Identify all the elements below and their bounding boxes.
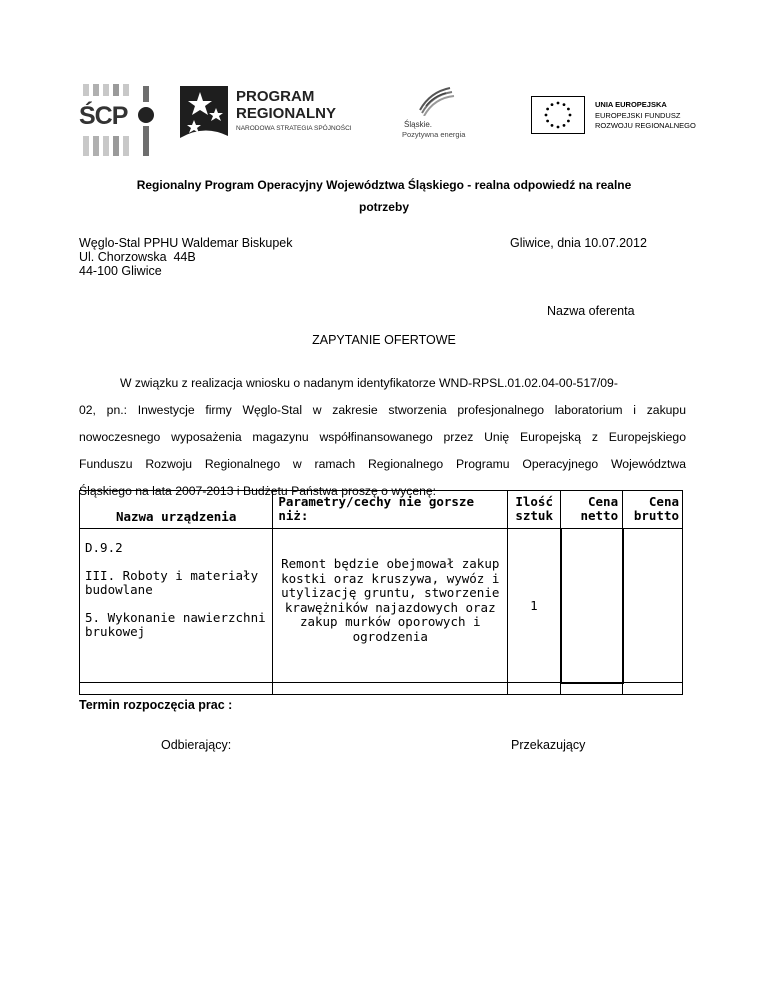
slaskie-line1: Śląskie. [404, 120, 433, 129]
row-item-line1: 5. Wykonanie nawierzchni [85, 610, 266, 625]
eu-line2: EUROPEJSKI FUNDUSZ [595, 111, 681, 120]
header-net-line2: netto [580, 508, 619, 523]
empty-cell [623, 683, 683, 695]
empty-cell [80, 683, 273, 695]
header-params-cell [273, 491, 508, 529]
header-qty-line2: sztuk [515, 508, 553, 523]
sender-street: Ul. Chorzowska 44B [79, 250, 196, 264]
row-params-line6: ogrodzenia [352, 628, 428, 644]
sender-name: Węglo-Stal PPHU Waldemar Biskupek [79, 236, 293, 250]
row-params-line4: krawężników najazdowych oraz [284, 599, 496, 615]
header-net-cell [561, 491, 623, 529]
receiver-label: Odbierający: [161, 738, 232, 752]
row-qty: 1 [530, 598, 538, 613]
scp-logo [79, 84, 159, 160]
row-category-line1: III. Roboty i materiały [85, 568, 259, 583]
empty-cell [561, 683, 623, 695]
scp-text: ŚCP [79, 102, 128, 130]
table-row [80, 529, 683, 683]
empty-cell [273, 683, 508, 695]
offer-table [79, 490, 683, 695]
header-name: Nazwa urządzenia [115, 509, 237, 524]
program-regionalny-logo [180, 84, 360, 148]
eu-flag-icon [531, 96, 585, 134]
header-params-line1: Parametry/cechy nie gorsze [278, 494, 474, 509]
header-gross-line2: brutto [633, 508, 679, 523]
row-params-line5: zakup murków oporowych i [299, 614, 481, 629]
body-line5: Śląskiego na lata 2007-2013 i Budżetu Państwa proszę o wycenę: [79, 484, 437, 498]
heading-line2: potrzeby [358, 200, 409, 214]
row-net-cell[interactable] [561, 529, 623, 683]
row-params-line2: kostki oraz kruszywa, wywóz i [281, 570, 500, 586]
table-header-row [80, 491, 683, 529]
body-line2: 02, pn.: Inwestycje firmy Węglo-Stal w zakresie stworzenia profesjonalnego laboratorium i zakupu [79, 403, 686, 417]
table-empty-row [80, 683, 683, 695]
start-date-label: Termin rozpoczęcia prac : [79, 698, 233, 712]
row-code: D.9.2 [85, 540, 123, 555]
program-line2: REGIONALNY [236, 105, 337, 122]
header-gross-cell [623, 491, 683, 529]
row-params-cell [273, 529, 508, 683]
document-title: ZAPYTANIE OFERTOWE [312, 333, 456, 347]
row-gross-cell[interactable] [623, 529, 683, 683]
slaskie-line2: Pozytywna energia [402, 130, 466, 139]
program-line3: NARODOWA STRATEGIA SPÓJNOŚCI [236, 125, 352, 132]
body-line1: W związku z realizacja wniosku o nadanym identyfikatorze WND-RPSL.01.02.04-00-517/09- [120, 376, 618, 390]
slaskie-logo [398, 84, 478, 144]
program-line1: PROGRAM [236, 88, 315, 105]
letter-date: Gliwice, dnia 10.07.2012 [510, 236, 647, 250]
row-name-cell [80, 529, 273, 683]
empty-cell [508, 683, 561, 695]
eu-logo [531, 96, 701, 136]
sender-city: 44-100 Gliwice [79, 264, 162, 278]
eu-line3: ROZWOJU REGIONALNEGO [595, 121, 696, 130]
header-gross-line1: Cena [648, 494, 679, 509]
stars-emblem-icon [180, 86, 228, 142]
header-name-cell [80, 491, 273, 529]
offerer-label: Nazwa oferenta [547, 304, 635, 318]
row-params-line3: utylizację gruntu, stworzenie [281, 585, 500, 600]
handover-label: Przekazujący [511, 738, 586, 752]
header-net-line1: Cena [588, 494, 619, 509]
row-category-line2: budowlane [85, 582, 153, 597]
slaskie-waves-icon [416, 84, 456, 116]
body-line4: Funduszu Rozwoju Regionalnego w ramach Regionalnego Programu Operacyjnego Województwa [79, 457, 686, 471]
row-qty-cell [508, 529, 561, 683]
header-qty-cell [508, 491, 561, 529]
body-line3: nowoczesnego wyposażenia magazynu współfinansowanego przez Unię Europejską z Europejskiego [79, 430, 686, 444]
row-item-line2: brukowej [85, 624, 146, 639]
eu-line1: UNIA EUROPEJSKA [595, 100, 667, 109]
header-params-line2: niż: [278, 508, 309, 523]
row-params-line1: Remont będzie obejmował zakup [281, 556, 500, 571]
heading-line1: Regionalny Program Operacyjny Województwa Śląskiego - realna odpowiedź na realne [136, 178, 632, 192]
header-qty-line1: Ilość [515, 494, 553, 509]
